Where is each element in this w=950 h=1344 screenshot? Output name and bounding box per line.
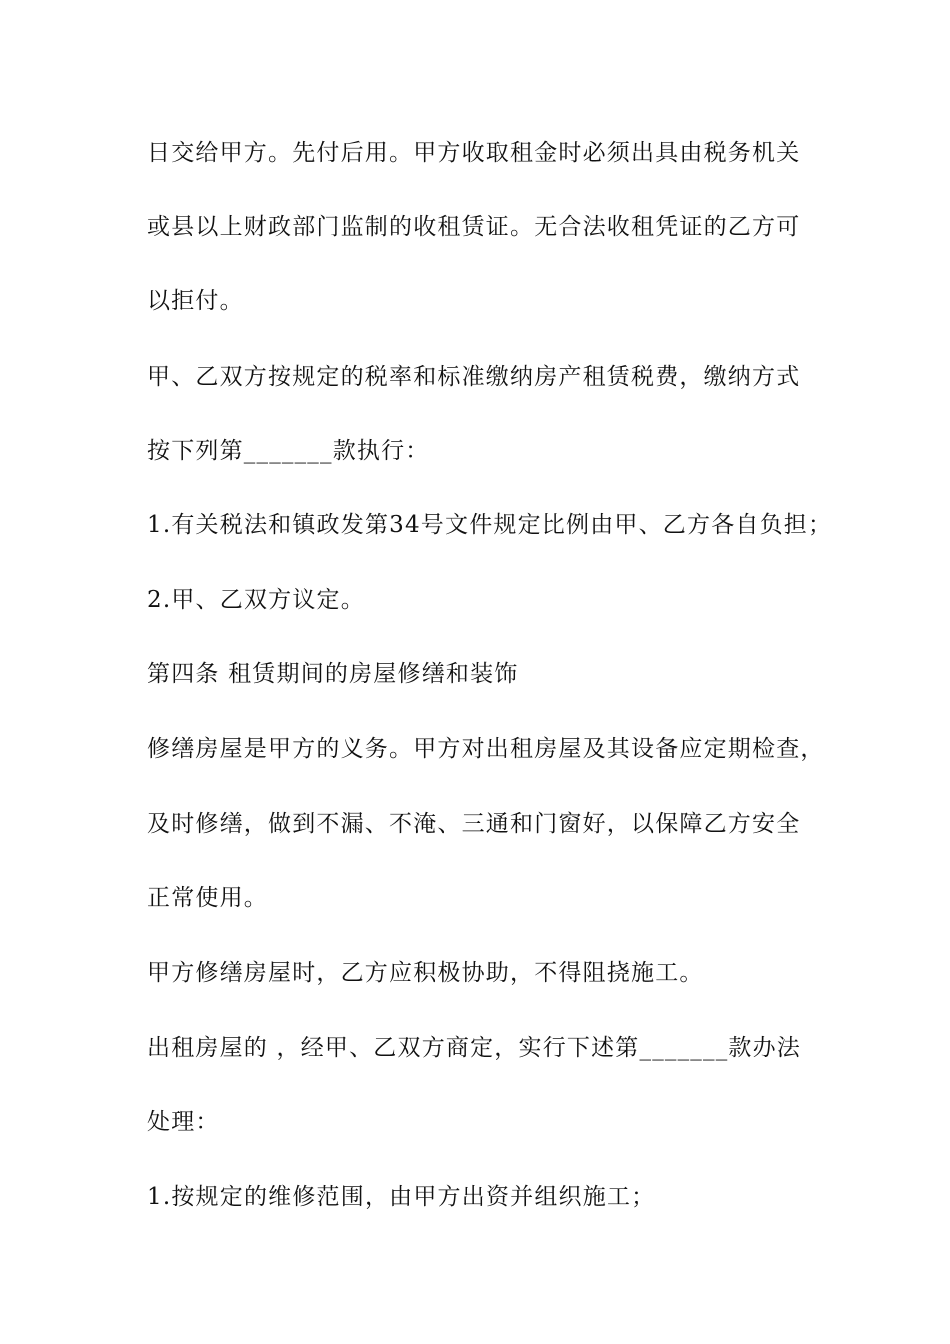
text-line: 甲方修缮房屋时，乙方应积极协助，不得阻挠施工。 (147, 960, 704, 986)
text-line: 按下列第_______款执行： (147, 438, 430, 464)
text-line: 甲、乙双方按规定的税率和标准缴纳房产租赁税费，缴纳方式 (147, 364, 801, 390)
text-line: 及时修缮，做到不漏、不淹、三通和门窗好，以保障乙方安全 (147, 811, 801, 837)
text-line: 处理： (147, 1109, 220, 1135)
text-line: 或县以上财政部门监制的收租赁证。无合法收租凭证的乙方可 (147, 214, 801, 240)
text-line: 1.按规定的维修范围，由甲方出资并组织施工； (147, 1184, 656, 1210)
section-heading: 第四条 租赁期间的房屋修缮和装饰 (147, 661, 519, 687)
text-line: 正常使用。 (147, 885, 268, 911)
text-line: 以拒付。 (147, 288, 244, 314)
text-line: 日交给甲方。先付后用。甲方收取租金时必须出具由税务机关 (147, 140, 801, 166)
text-line: 出租房屋的 ，经甲、乙双方商定，实行下述第_______款办法 (147, 1035, 802, 1061)
text-line: 2.甲、乙双方议定。 (147, 587, 365, 613)
text-line: 1.有关税法和镇政发第34号文件规定比例由甲、乙方各自负担； (147, 512, 833, 538)
text-line: 修缮房屋是甲方的义务。甲方对出租房屋及其设备应定期检查， (147, 736, 825, 762)
